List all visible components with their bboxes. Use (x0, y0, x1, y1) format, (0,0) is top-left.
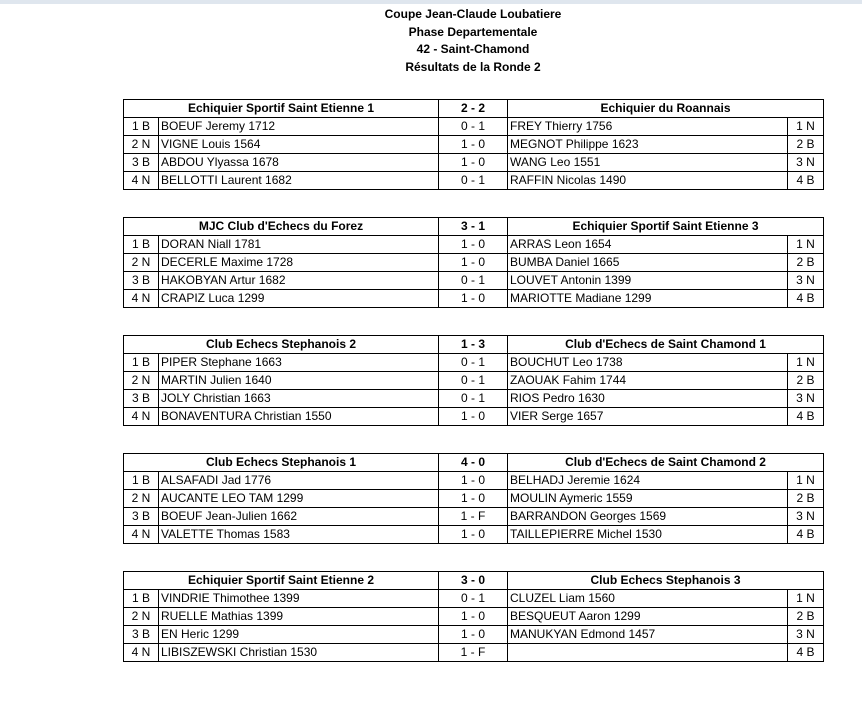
game-result: 1 - 0 (439, 408, 508, 426)
player-left: HAKOBYAN Artur 1682 (159, 272, 439, 290)
player-left: AUCANTE LEO TAM 1299 (159, 490, 439, 508)
game-result: 1 - 0 (439, 626, 508, 644)
player-left: VALETTE Thomas 1583 (159, 526, 439, 544)
board-right: 4 B (788, 290, 824, 308)
board-left: 3 B (124, 272, 159, 290)
team-right-name: Echiquier Sportif Saint Etienne 3 (508, 218, 824, 236)
game-result: 1 - 0 (439, 236, 508, 254)
player-left: JOLY Christian 1663 (159, 390, 439, 408)
team-left-name: Echiquier Sportif Saint Etienne 1 (124, 100, 439, 118)
game-result: 1 - F (439, 644, 508, 662)
location-title: 42 - Saint-Chamond (416, 42, 530, 57)
table-row (124, 254, 824, 272)
match-header-row (124, 336, 824, 354)
match-table (123, 335, 824, 426)
game-result: 0 - 1 (439, 390, 508, 408)
board-left: 4 N (124, 644, 159, 662)
player-left: DORAN Niall 1781 (159, 236, 439, 254)
board-left: 3 B (124, 154, 159, 172)
player-right: TAILLEPIERRE Michel 1530 (508, 526, 788, 544)
player-right: MOULIN Aymeric 1559 (508, 490, 788, 508)
player-left: LIBISZEWSKI Christian 1530 (159, 644, 439, 662)
match-header-row (124, 100, 824, 118)
board-right: 2 B (788, 490, 824, 508)
player-left: PIPER Stephane 1663 (159, 354, 439, 372)
match-header-row (124, 572, 824, 590)
board-right: 2 B (788, 372, 824, 390)
board-right: 4 B (788, 172, 824, 190)
table-row (124, 272, 824, 290)
player-right: MARIOTTE Madiane 1299 (508, 290, 788, 308)
table-row (124, 508, 824, 526)
table-row (124, 118, 824, 136)
match-score: 4 - 0 (439, 454, 508, 472)
table-row (124, 172, 824, 190)
top-border (0, 0, 862, 4)
game-result: 1 - 0 (439, 608, 508, 626)
table-row (124, 372, 824, 390)
team-left-name: Club Echecs Stephanois 2 (124, 336, 439, 354)
player-left: BONAVENTURA Christian 1550 (159, 408, 439, 426)
player-left: BELLOTTI Laurent 1682 (159, 172, 439, 190)
player-right: CLUZEL Liam 1560 (508, 590, 788, 608)
player-left: BOEUF Jeremy 1712 (159, 118, 439, 136)
team-left-name: Echiquier Sportif Saint Etienne 2 (124, 572, 439, 590)
board-right: 3 N (788, 508, 824, 526)
table-row (124, 154, 824, 172)
match-table (123, 453, 824, 544)
player-left: RUELLE Mathias 1399 (159, 608, 439, 626)
round-title: Résultats de la Ronde 2 (405, 60, 541, 75)
match-header-row (124, 218, 824, 236)
match-score: 2 - 2 (439, 100, 508, 118)
game-result: 0 - 1 (439, 272, 508, 290)
table-row (124, 644, 824, 662)
player-right: BELHADJ Jeremie 1624 (508, 472, 788, 490)
player-right: BESQUEUT Aaron 1299 (508, 608, 788, 626)
player-right: ARRAS Leon 1654 (508, 236, 788, 254)
board-right: 2 B (788, 608, 824, 626)
table-row (124, 408, 824, 426)
match-table (123, 99, 824, 190)
board-left: 2 N (124, 372, 159, 390)
board-left: 4 N (124, 408, 159, 426)
board-left: 1 B (124, 472, 159, 490)
phase-title: Phase Departementale (408, 24, 538, 39)
game-result: 1 - 0 (439, 254, 508, 272)
game-result: 1 - 0 (439, 136, 508, 154)
team-left-name: MJC Club d'Echecs du Forez (124, 218, 439, 236)
board-left: 2 N (124, 490, 159, 508)
match-score: 3 - 0 (439, 572, 508, 590)
table-row (124, 626, 824, 644)
table-row (124, 136, 824, 154)
match-score: 1 - 3 (439, 336, 508, 354)
player-left: CRAPIZ Luca 1299 (159, 290, 439, 308)
player-right: WANG Leo 1551 (508, 154, 788, 172)
player-right (508, 644, 788, 662)
game-result: 0 - 1 (439, 372, 508, 390)
game-result: 0 - 1 (439, 354, 508, 372)
match-header-row (124, 454, 824, 472)
player-left: MARTIN Julien 1640 (159, 372, 439, 390)
board-left: 3 B (124, 508, 159, 526)
board-right: 1 N (788, 354, 824, 372)
board-left: 4 N (124, 526, 159, 544)
player-left: VIGNE Louis 1564 (159, 136, 439, 154)
player-left: DECERLE Maxime 1728 (159, 254, 439, 272)
table-row (124, 590, 824, 608)
board-right: 4 B (788, 526, 824, 544)
team-right-name: Echiquier du Roannais (508, 100, 824, 118)
game-result: 1 - 0 (439, 490, 508, 508)
game-result: 0 - 1 (439, 172, 508, 190)
team-right-name: Club Echecs Stephanois 3 (508, 572, 824, 590)
table-row (124, 608, 824, 626)
player-right: VIER Serge 1657 (508, 408, 788, 426)
player-right: MEGNOT Philippe 1623 (508, 136, 788, 154)
player-left: ABDOU Ylyassa 1678 (159, 154, 439, 172)
player-left: VINDRIE Thimothee 1399 (159, 590, 439, 608)
player-right: BARRANDON Georges 1569 (508, 508, 788, 526)
player-right: RIOS Pedro 1630 (508, 390, 788, 408)
table-row (124, 390, 824, 408)
player-right: ZAOUAK Fahim 1744 (508, 372, 788, 390)
table-row (124, 526, 824, 544)
match-score: 3 - 1 (439, 218, 508, 236)
player-right: RAFFIN Nicolas 1490 (508, 172, 788, 190)
board-right: 2 B (788, 254, 824, 272)
board-right: 1 N (788, 472, 824, 490)
board-left: 2 N (124, 136, 159, 154)
board-right: 3 N (788, 626, 824, 644)
game-result: 0 - 1 (439, 118, 508, 136)
board-left: 3 B (124, 390, 159, 408)
match-table (123, 571, 824, 662)
player-left: BOEUF Jean-Julien 1662 (159, 508, 439, 526)
player-right: BUMBA Daniel 1665 (508, 254, 788, 272)
team-left-name: Club Echecs Stephanois 1 (124, 454, 439, 472)
board-right: 4 B (788, 644, 824, 662)
board-left: 1 B (124, 118, 159, 136)
team-right-name: Club d'Echecs de Saint Chamond 1 (508, 336, 824, 354)
table-row (124, 354, 824, 372)
team-right-name: Club d'Echecs de Saint Chamond 2 (508, 454, 824, 472)
board-left: 4 N (124, 172, 159, 190)
game-result: 1 - 0 (439, 472, 508, 490)
board-right: 3 N (788, 272, 824, 290)
board-left: 4 N (124, 290, 159, 308)
board-right: 3 N (788, 154, 824, 172)
board-right: 3 N (788, 390, 824, 408)
board-left: 2 N (124, 608, 159, 626)
player-left: ALSAFADI Jad 1776 (159, 472, 439, 490)
table-row (124, 236, 824, 254)
game-result: 1 - 0 (439, 526, 508, 544)
table-row (124, 290, 824, 308)
player-right: BOUCHUT Leo 1738 (508, 354, 788, 372)
board-right: 1 N (788, 118, 824, 136)
competition-title: Coupe Jean-Claude Loubatiere (384, 7, 562, 21)
document-header (0, 6, 862, 77)
game-result: 1 - 0 (439, 290, 508, 308)
game-result: 1 - F (439, 508, 508, 526)
board-right: 4 B (788, 408, 824, 426)
player-right: LOUVET Antonin 1399 (508, 272, 788, 290)
board-left: 2 N (124, 254, 159, 272)
board-left: 1 B (124, 236, 159, 254)
player-left: EN Heric 1299 (159, 626, 439, 644)
game-result: 0 - 1 (439, 590, 508, 608)
board-right: 2 B (788, 136, 824, 154)
board-left: 1 B (124, 590, 159, 608)
table-row (124, 490, 824, 508)
board-left: 3 B (124, 626, 159, 644)
player-right: FREY Thierry 1756 (508, 118, 788, 136)
table-row (124, 472, 824, 490)
board-right: 1 N (788, 590, 824, 608)
board-left: 1 B (124, 354, 159, 372)
match-table (123, 217, 824, 308)
game-result: 1 - 0 (439, 154, 508, 172)
player-right: MANUKYAN Edmond 1457 (508, 626, 788, 644)
board-right: 1 N (788, 236, 824, 254)
